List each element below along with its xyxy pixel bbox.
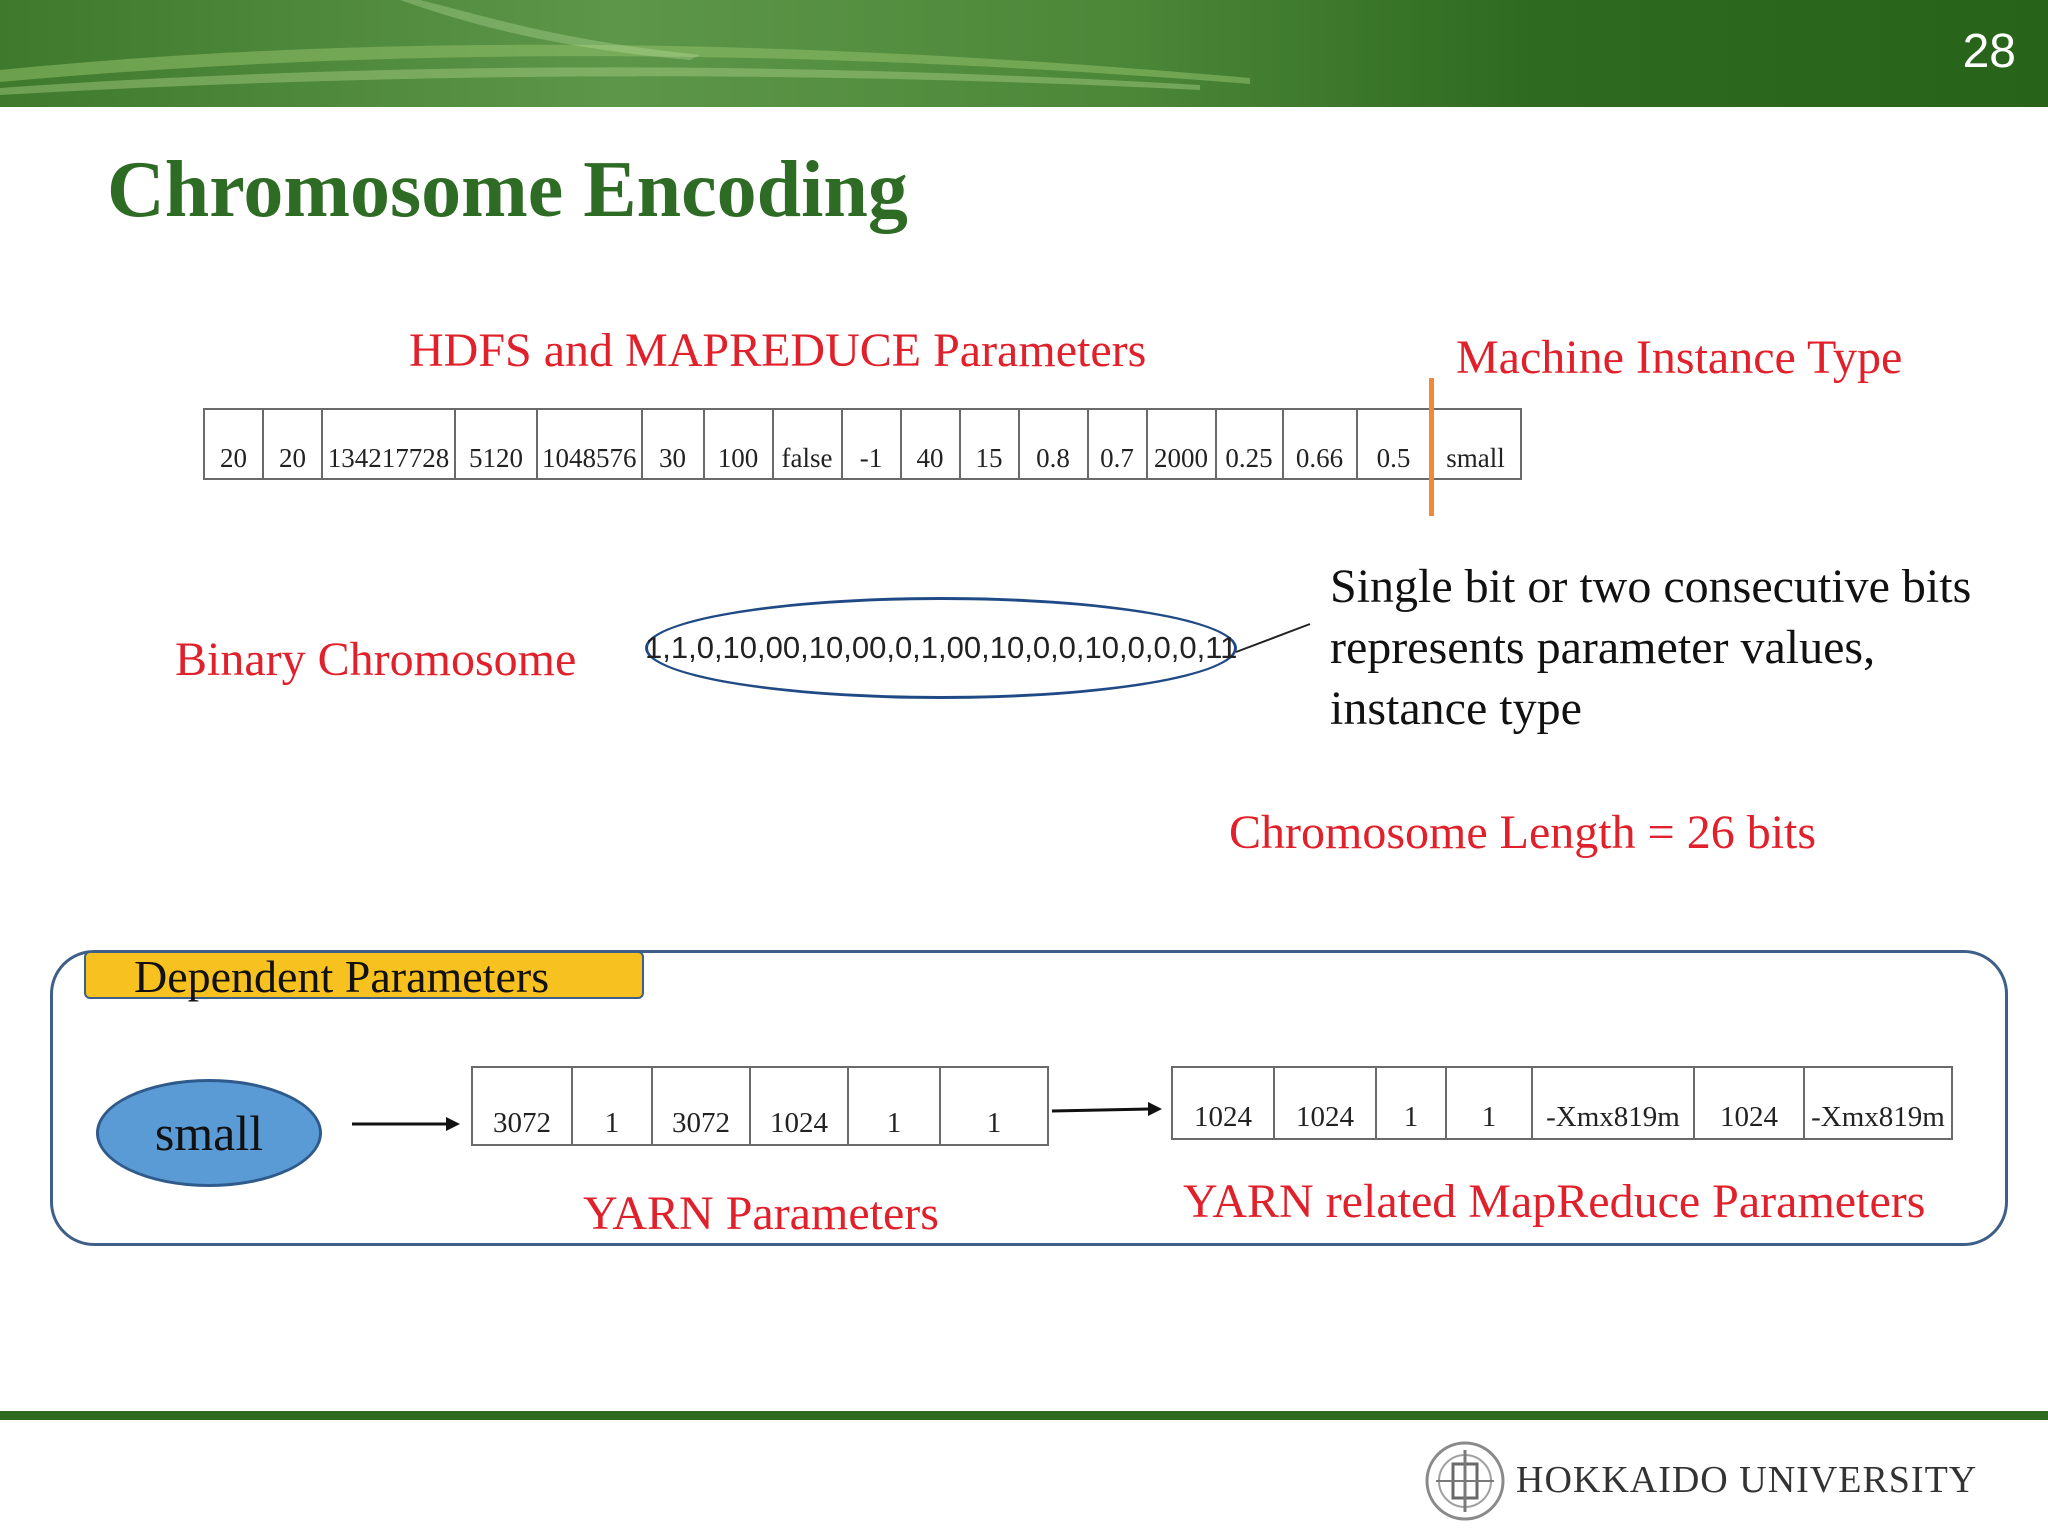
yarn-mr-param-cell: 1 xyxy=(1446,1067,1532,1139)
yarn-mr-param-cell: 1024 xyxy=(1274,1067,1376,1139)
yarn-mapreduce-parameters-label: YARN related MapReduce Parameters xyxy=(1183,1175,1926,1228)
arrow-right-icon xyxy=(350,1112,462,1136)
note-line: represents parameter values, xyxy=(1330,621,1876,674)
param-cell: 0.25 xyxy=(1216,409,1283,479)
university-crest-icon xyxy=(1422,1438,1508,1524)
instance-divider-line xyxy=(1429,378,1434,516)
machine-instance-label: Machine Instance Type xyxy=(1456,331,1903,384)
arrow-right-icon xyxy=(1050,1098,1164,1122)
encoding-note xyxy=(1330,556,1971,739)
yarn-parameters-label: YARN Parameters xyxy=(583,1187,939,1240)
yarn-mr-param-cell: 1 xyxy=(1376,1067,1446,1139)
yarn-param-cell: 1024 xyxy=(750,1067,848,1145)
university-name: HOKKAIDO UNIVERSITY xyxy=(1516,1459,1978,1501)
yarn-mapreduce-parameter-table xyxy=(1171,1066,1953,1140)
note-line: instance type xyxy=(1330,682,1582,735)
parameter-table xyxy=(203,408,1522,480)
yarn-mr-param-cell: -Xmx819m xyxy=(1804,1067,1952,1139)
callout-line xyxy=(1234,620,1312,656)
yarn-parameter-table xyxy=(471,1066,1049,1146)
yarn-param-cell: 1 xyxy=(940,1067,1048,1145)
yarn-param-cell: 3072 xyxy=(472,1067,572,1145)
param-cell: 1048576 xyxy=(537,409,642,479)
binary-chromosome-label: Binary Chromosome xyxy=(175,633,577,686)
hdfs-mapreduce-label: HDFS and MAPREDUCE Parameters xyxy=(409,324,1147,377)
yarn-param-cell: 1 xyxy=(572,1067,652,1145)
footer-line xyxy=(0,1411,2048,1420)
param-cell: 30 xyxy=(642,409,704,479)
note-line: Single bit or two consecutive bits xyxy=(1330,560,1972,613)
param-cell: 100 xyxy=(704,409,773,479)
yarn-param-cell: 1 xyxy=(848,1067,940,1145)
yarn-mr-param-cell: -Xmx819m xyxy=(1532,1067,1694,1139)
param-cell: 5120 xyxy=(455,409,537,479)
header-banner xyxy=(0,0,2048,107)
yarn-parameter-row xyxy=(472,1067,1048,1145)
param-cell: 0.8 xyxy=(1019,409,1088,479)
chromosome-bits: 1,1,0,10,00,10,00,0,1,00,10,0,0,10,0,0,0,11 xyxy=(645,630,1238,665)
yarn-mr-param-cell: 1024 xyxy=(1172,1067,1274,1139)
param-cell-instance: small xyxy=(1431,409,1521,479)
yarn-mapreduce-parameter-row xyxy=(1172,1067,1952,1139)
param-cell: 20 xyxy=(204,409,263,479)
dependent-parameters-tag: Dependent Parameters xyxy=(84,951,644,999)
banner-swoosh xyxy=(0,0,2048,107)
param-cell: 0.5 xyxy=(1357,409,1431,479)
slide-title: Chromosome Encoding xyxy=(107,146,908,234)
yarn-param-cell: 3072 xyxy=(652,1067,750,1145)
instance-small-ellipse: small xyxy=(96,1079,322,1187)
param-cell: 20 xyxy=(263,409,322,479)
param-cell: 0.7 xyxy=(1088,409,1147,479)
param-cell: 134217728 xyxy=(322,409,455,479)
param-cell: 15 xyxy=(960,409,1019,479)
param-cell: 2000 xyxy=(1147,409,1216,479)
param-cell: 0.66 xyxy=(1283,409,1357,479)
slide-number: 28 xyxy=(1962,25,2016,78)
parameter-row xyxy=(204,409,1521,479)
yarn-mr-param-cell: 1024 xyxy=(1694,1067,1804,1139)
param-cell: false xyxy=(773,409,842,479)
param-cell: 40 xyxy=(901,409,960,479)
chromosome-length-label: Chromosome Length = 26 bits xyxy=(1229,806,1817,859)
param-cell: -1 xyxy=(842,409,901,479)
